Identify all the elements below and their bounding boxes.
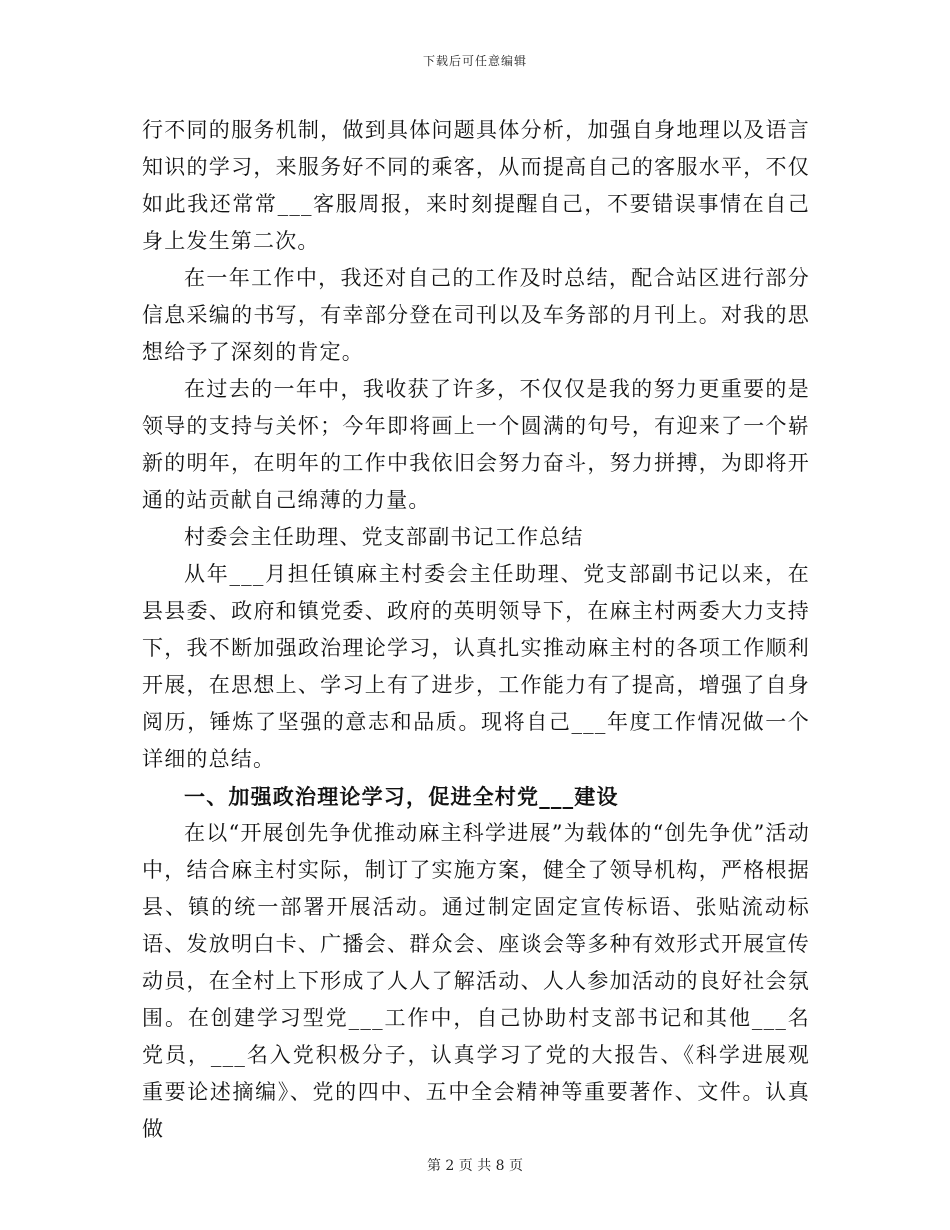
paragraph-summary: 在一年工作中，我还对自己的工作及时总结，配合站区进行部分信息采编的书写，有幸部分登在司刊以及车务部的月刊上。对我的思想给予了深刻的肯定。 bbox=[142, 266, 810, 364]
paragraph-continuation: 行不同的服务机制，做到具体问题具体分析，加强自身地理以及语言知识的学习，来服务好不同的乘客，从而提高自己的客服水平，不仅如此我还常常___客服周报，来时刻提醒自己，不要错误事情在自己身上发生第二次。 bbox=[142, 118, 810, 253]
paragraph-activities: 在以“开展创先争优推动麻主科学进展”为载体的“创先争优”活动中，结合麻主村实际，制订了实施方案，健全了领导机构，严格根据县、镇的统一部署开展活动。通过制定固定宣传标语、张贴流动标语、发放明白卡、广播会、群众会、座谈会等多种有效形式开展宣传动员，在全村上下形成了人人了解活动、人人参加活动的良好社会氛围。在创建学习型党___工作中，自己协助村支部书记和其他___名党员，___名入党积极分子，认真学习了党的大报告、《科学进展观重要论述摘编》、党的四中、五中全会精神等重要著作、文件。认真做 bbox=[142, 821, 810, 1141]
document-body bbox=[142, 112, 810, 1148]
paragraph-reflection: 在过去的一年中，我收获了许多，不仅仅是我的努力更重要的是领导的支持与关怀；今年即将画上一个圆满的句号，有迎来了一个崭新的明年，在明年的工作中我依旧会努力奋斗，努力拼搏，为即将开通的站贡献自己绵薄的力量。 bbox=[142, 377, 810, 512]
section-heading: 一、加强政治理论学习，促进全村党___建设 bbox=[184, 784, 619, 809]
paragraph-intro: 从年___月担任镇麻主村委会主任助理、党支部副书记以来，在县县委、政府和镇党委、政府的英明领导下，在麻主村两委大力支持下，我不断加强政治理论学习，认真扎实推动麻主村的各项工作顺利开展，在思想上、学习上有了进步，工作能力有了提高，增强了自身阅历，锤炼了坚强的意志和品质。现将自己___年度工作情况做一个详细的总结。 bbox=[142, 562, 810, 771]
section-title: 村委会主任助理、党支部副书记工作总结 bbox=[184, 525, 584, 549]
page-header-note: 下载后可任意编辑 bbox=[422, 54, 527, 68]
page-number: 第 2 页 共 8 页 bbox=[426, 1158, 524, 1174]
